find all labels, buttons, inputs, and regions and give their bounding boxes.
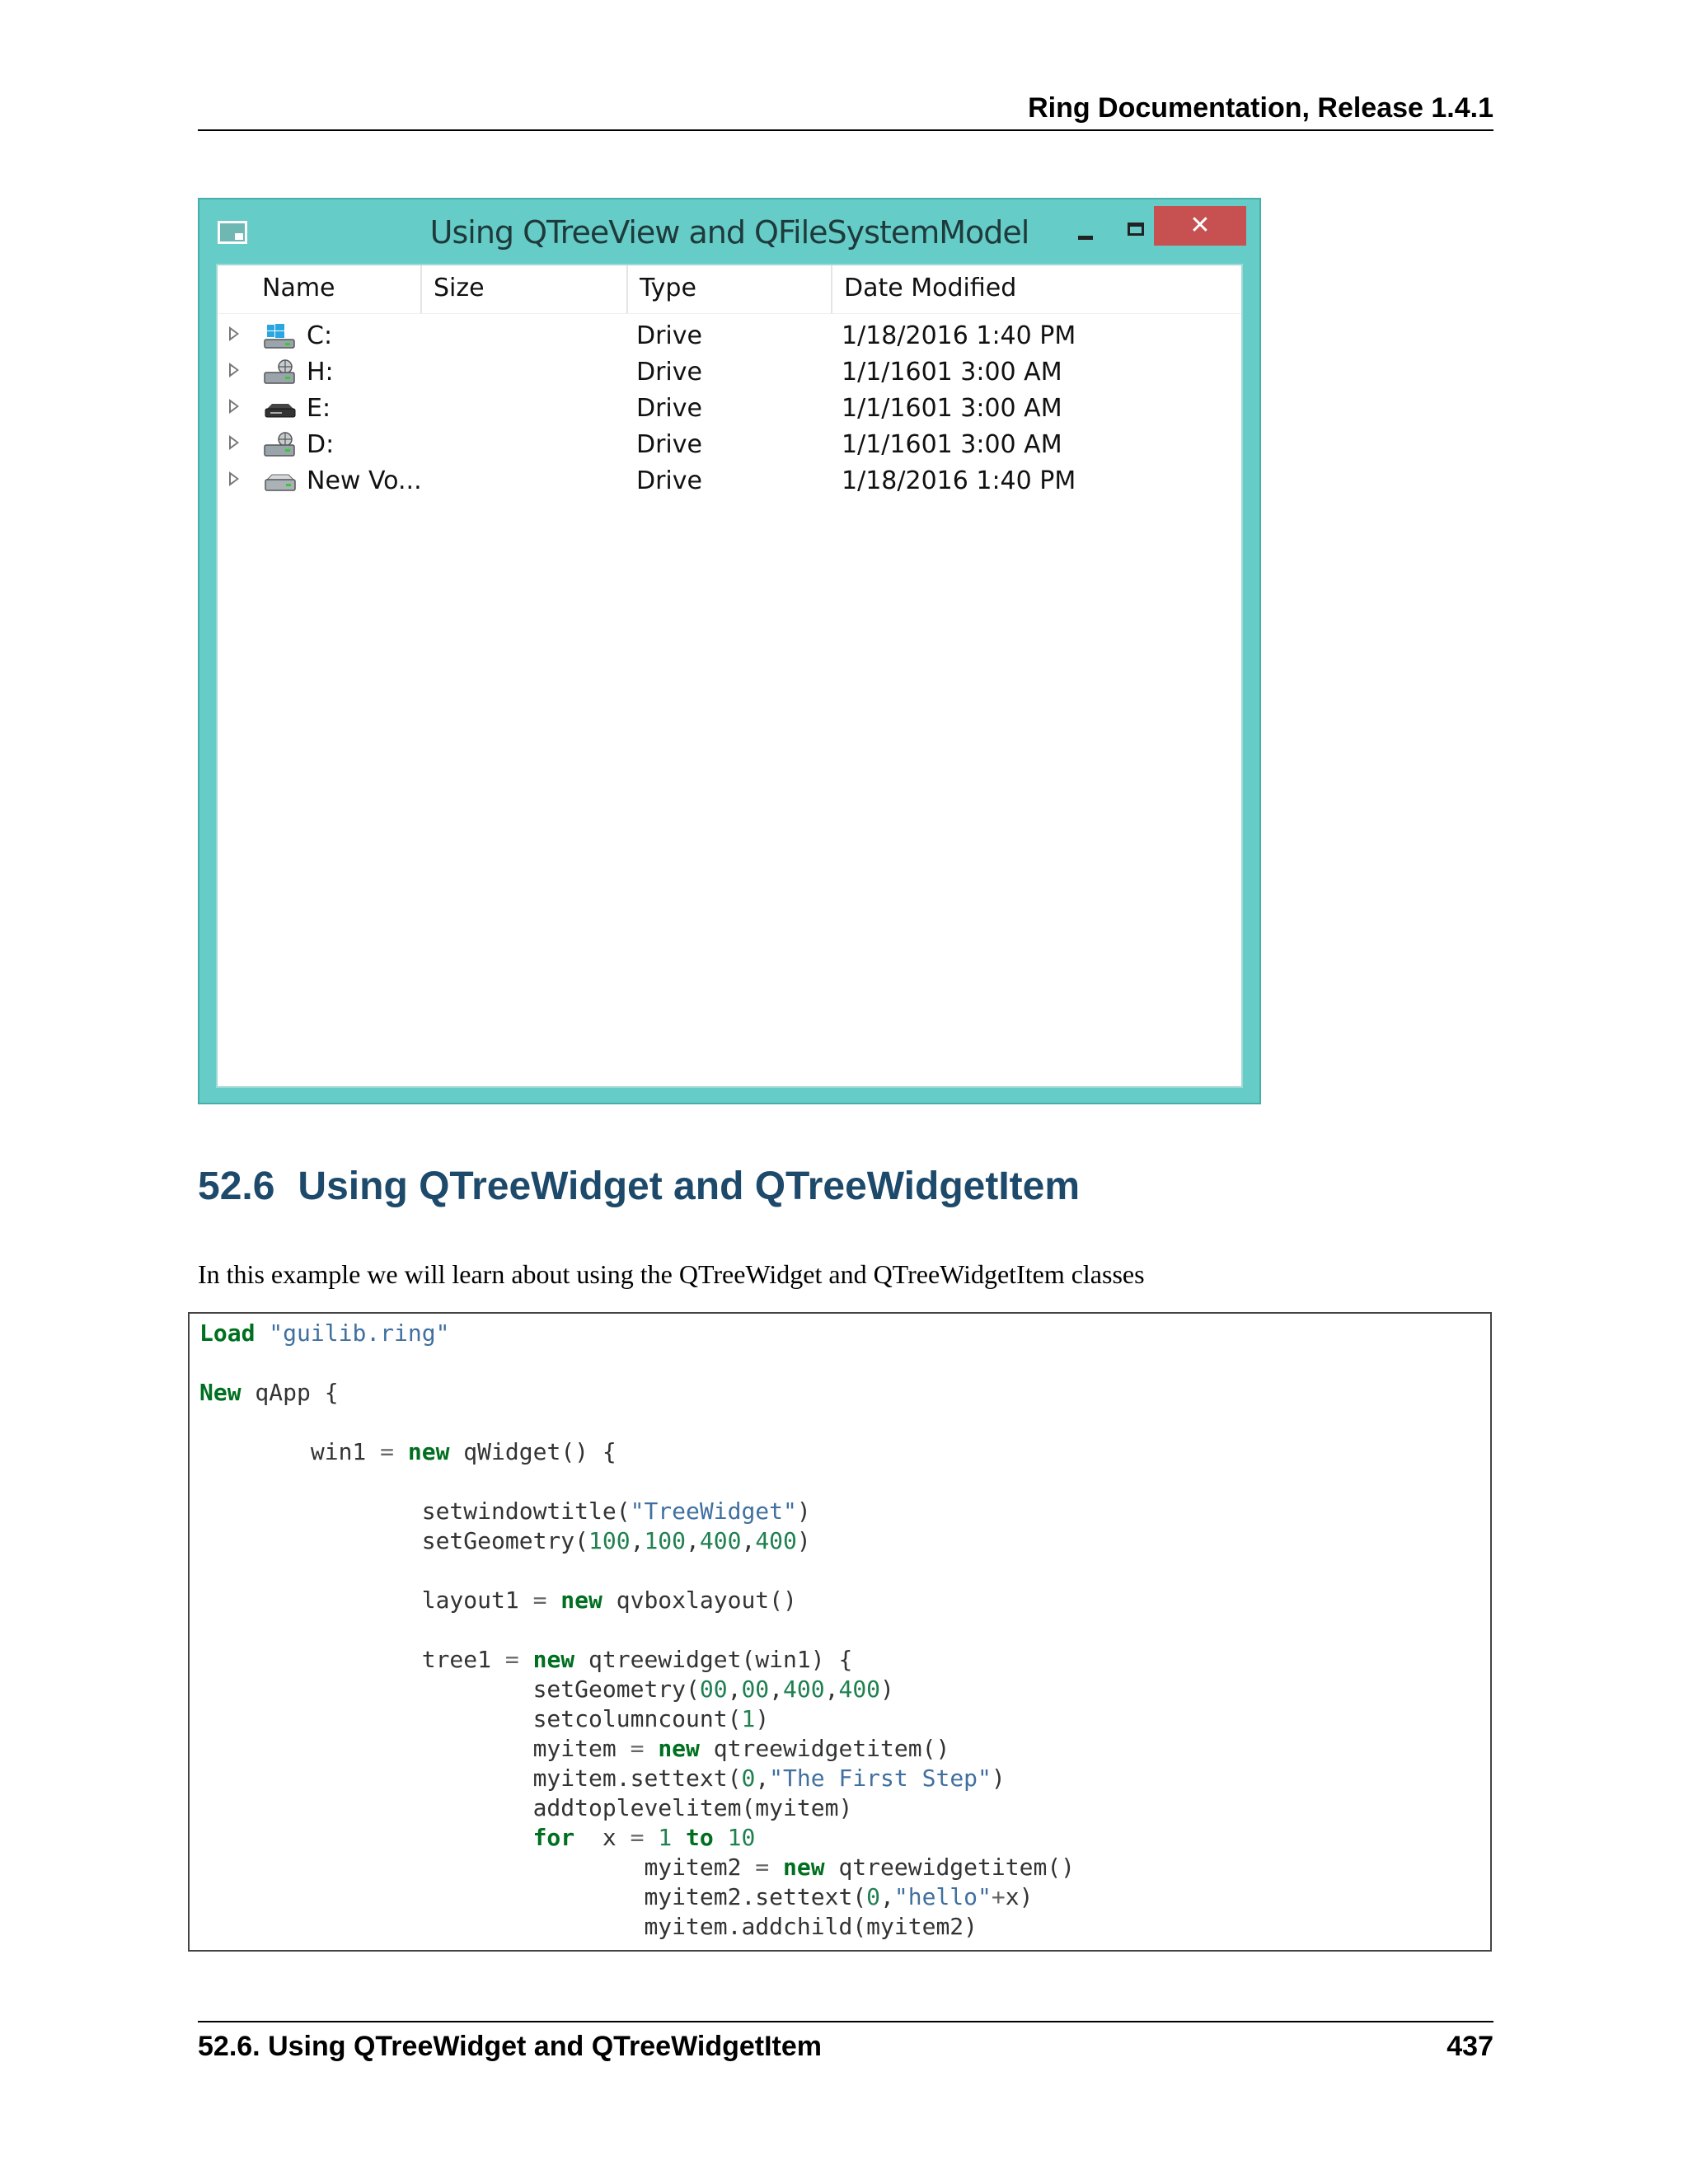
tree-view-window xyxy=(198,198,1261,1104)
code-line: myitem2.settext(0,"hello"+x) xyxy=(199,1883,1034,1910)
drive-name: New Vo... xyxy=(307,466,422,495)
tree-row[interactable] xyxy=(218,463,1241,499)
file-tree-view[interactable] xyxy=(216,264,1243,1088)
column-header-name[interactable]: Name xyxy=(218,265,422,313)
drive-type: Drive xyxy=(636,321,702,350)
section-heading xyxy=(198,1164,1080,1209)
header-rule xyxy=(198,129,1493,131)
drive-date: 1/1/1601 3:00 AM xyxy=(842,394,1062,423)
section-title: Using QTreeWidget and QTreeWidgetItem xyxy=(298,1165,1081,1208)
column-header-date-modified[interactable]: Date Modified xyxy=(832,265,1241,313)
windows-drive-icon xyxy=(264,323,297,349)
section-number: 52.6 xyxy=(198,1165,275,1208)
drive-date: 1/18/2016 1:40 PM xyxy=(842,321,1076,350)
code-line: for x = 1 to 10 xyxy=(532,1824,756,1851)
maximize-button[interactable] xyxy=(1114,218,1156,251)
tree-row[interactable] xyxy=(218,391,1241,427)
code-block xyxy=(188,1312,1492,1952)
code-line: setGeometry(100,100,400,400) xyxy=(199,1527,811,1554)
code-line: tree1 = new qtreewidget(win1) { xyxy=(199,1646,853,1673)
footer-rule xyxy=(198,2021,1493,2022)
code-line: setcolumncount(1) xyxy=(199,1705,770,1732)
drive-date: 1/1/1601 3:00 AM xyxy=(842,430,1062,459)
network-drive-icon xyxy=(264,359,297,386)
drive-name: C: xyxy=(307,321,333,350)
code-line: win1 = new qWidget() { xyxy=(199,1438,617,1465)
code-line: myitem2 = new qtreewidgetitem() xyxy=(199,1854,1076,1881)
code-line: myitem.addchild(myitem2) xyxy=(199,1913,978,1940)
expand-arrow-icon[interactable] xyxy=(229,363,239,377)
code-line: layout1 = new qvboxlayout() xyxy=(199,1586,797,1614)
drive-type: Drive xyxy=(636,430,702,459)
code-line: setwindowtitle("TreeWidget") xyxy=(199,1497,811,1525)
intro-paragraph: In this example we will learn about using the QTreeWidget and QTreeWidgetItem classes xyxy=(198,1259,1145,1289)
drive-name: E: xyxy=(307,394,331,423)
code-line: New qApp { xyxy=(199,1379,339,1406)
drive-name: D: xyxy=(307,430,335,459)
close-icon: ✕ xyxy=(1189,211,1211,240)
column-header-size[interactable]: Size xyxy=(422,265,628,313)
expand-arrow-icon[interactable] xyxy=(229,471,239,486)
page-number: 437 xyxy=(1447,2031,1493,2062)
removable-drive-icon xyxy=(264,396,297,422)
tree-row[interactable] xyxy=(218,427,1241,463)
expand-arrow-icon[interactable] xyxy=(229,326,239,341)
code-line: addtoplevelitem(myitem) xyxy=(199,1794,853,1821)
running-header: Ring Documentation, Release 1.4.1 xyxy=(1028,92,1493,124)
header-divider xyxy=(218,313,1241,314)
tree-row[interactable] xyxy=(218,354,1241,391)
drive-name: H: xyxy=(307,358,334,387)
code-line: myitem.settext(0,"The First Step") xyxy=(199,1765,1006,1792)
expand-arrow-icon[interactable] xyxy=(229,399,239,414)
network-drive-icon xyxy=(264,432,297,458)
drive-type: Drive xyxy=(636,394,702,423)
code-line: Load "guilib.ring" xyxy=(199,1319,450,1347)
tree-row[interactable] xyxy=(218,318,1241,354)
expand-arrow-icon[interactable] xyxy=(229,435,239,450)
footer-section: 52.6. Using QTreeWidget and QTreeWidgetItem xyxy=(198,2031,822,2062)
minimize-button[interactable] xyxy=(1063,218,1104,251)
drive-date: 1/1/1601 3:00 AM xyxy=(842,358,1062,387)
window-title: Using QTreeView and QFileSystemModel xyxy=(429,214,1029,251)
hard-drive-icon xyxy=(264,468,297,494)
drive-type: Drive xyxy=(636,358,702,387)
window-titlebar xyxy=(199,206,1259,259)
code-line: myitem = new qtreewidgetitem() xyxy=(199,1735,950,1762)
column-header-type[interactable]: Type xyxy=(628,265,832,313)
drive-type: Drive xyxy=(636,466,702,495)
drive-date: 1/18/2016 1:40 PM xyxy=(842,466,1076,495)
code-line: setGeometry(00,00,400,400) xyxy=(199,1675,894,1703)
close-button[interactable] xyxy=(1154,206,1246,246)
